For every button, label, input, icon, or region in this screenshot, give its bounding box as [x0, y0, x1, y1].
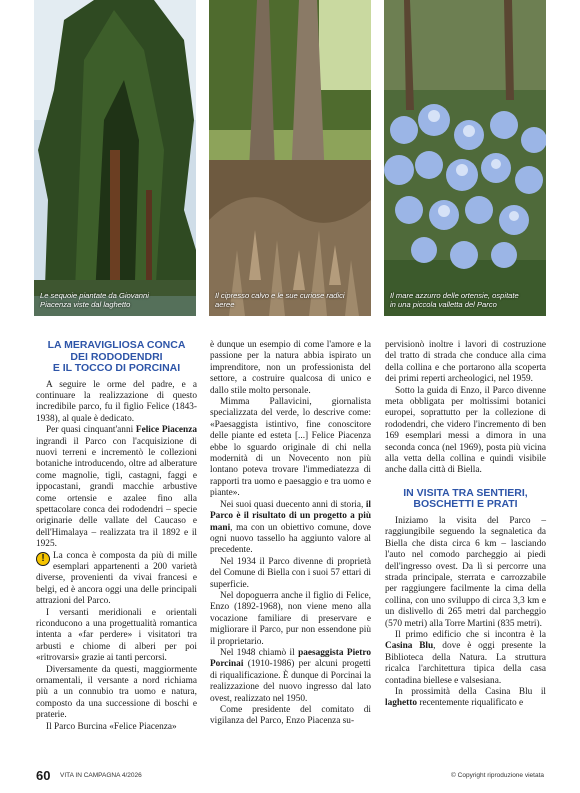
- paragraph: Sotto la guida di Enzo, il Parco divenne meta obbligata per moltissimi botanici europei, soprattutto per la collezione di rododendri, che videro l'incremento di ben 169 esemplari messi a dimora in una seconda conca (nel 1969), posta più vicina alla vetta della collina e quindi visibile anche dalla città di Biella.: [385, 385, 546, 476]
- paragraph: Diversamente da questi, maggiormente ornamentali, il versante a nord richiama più a un connubio tra uomo e natura, composto da una successione di boschi e praterie.: [36, 664, 197, 721]
- text-column-2: [210, 340, 371, 728]
- paragraph: Il primo edificio che si incontra è la Casina Blu, dove è oggi presente la Biblioteca della Natura. La struttura ricalca l'architettura tipica della casa contadina biellese e valsesiana.: [385, 629, 546, 686]
- photo-caption: Il mare azzurro delle ortensie, ospitate in una piccola valletta del Parco: [390, 290, 519, 310]
- paragraph: I versanti meridionali e orientali riconducono a una progettualità romantica intenta a «far perdere» i visitatori tra arbusti e chiome di alberi per poi «ritrovarsi» grazie ai tanti percorsi.: [36, 607, 197, 664]
- cypress-image: [209, 0, 371, 316]
- paragraph: è dunque un esempio di come l'amore e la passione per la natura abbia ispirato un imprenditore, non un professionista del settore, a costruire qualcosa di unico e dallo stile molto personale.: [210, 340, 371, 396]
- photo-caption: Le sequoie piantate da Giovanni Piacenza viste dal laghetto: [40, 290, 149, 310]
- photo-bald-cypress: [209, 0, 371, 316]
- page-footer: [36, 768, 544, 782]
- text-column-1: [36, 340, 197, 733]
- sequoia-image: [34, 0, 196, 316]
- warning-icon: !: [36, 552, 50, 566]
- paragraph: Nel 1934 il Parco divenne di proprietà del Comune di Biella con i suoi 57 ettari di superficie.: [210, 556, 371, 590]
- paragraph: Come presidente del comitato di vigilanza del Parco, Enzo Piacenza su-: [210, 705, 371, 727]
- paragraph: pervisionò inoltre i lavori di costruzione del tratto di strada che conduce alla cima della collina e che portarono alla scoperta dei primi reperti archeologici, nel 1959.: [385, 340, 546, 385]
- paragraph: Nel dopoguerra anche il figlio di Felice, Enzo (1892-1968), non viene meno alla vocazione familiare di preservare e migliorare il Parco, pur non essendone più il proprietario.: [210, 590, 371, 647]
- paragraph: Il Parco Burcina «Felice Piacenza»: [46, 721, 177, 732]
- photo-hydrangeas: [384, 0, 546, 316]
- paragraph: Nel 1948 chiamò il paesaggista Pietro Porcinai (1910-1986) per alcuni progetti di riqualificazione. È dunque di Porcinai la realizzazione del nuovo ingresso dal lato ovest, realizzato nel 1950.: [210, 647, 371, 704]
- text-column-3: [385, 340, 546, 710]
- section-heading-visit: IN VISITA TRA SENTIERI, BOSCHETTI E PRATI: [403, 486, 528, 511]
- hydrangea-image: [384, 0, 546, 316]
- copyright-notice: © Copyright riproduzione vietata: [451, 772, 544, 779]
- paragraph: A seguire le orme del padre, e a continuare la realizzazione di questo incredibile parco, fu il figlio Felice (1843-1938), al quale è dedicato.: [36, 379, 197, 424]
- paragraph: Mimma Pallavicini, giornalista specializzata del verde, lo descrive come: «Paesaggista istintivo, fine conoscitore delle piante ed esteta [...] Felice Piacenza ebbe lo sguardo originale di chi nella modernità di un Novecento non più lontano poteva trovare l'immediatezza di rapporti tra uomo e paesaggio e tra uomo e piante».: [210, 397, 371, 499]
- paragraph: ! La conca è composta da più di mille esemplari appartenenti a 200 varietà diverse, provenienti da vivai francesi e belgi, ed è ancora oggi una delle principali attrazioni del Parco.: [36, 550, 197, 607]
- page-number: 60: [36, 768, 51, 783]
- magazine-issue: VITA IN CAMPAGNA 4/2026: [60, 772, 142, 779]
- section-heading-rhododendrons: LA MERAVIGLIOSA CONCA DEI RODODENDRI E IL TOCCO DI PORCINAI: [47, 339, 186, 374]
- photo-sequoias: [34, 0, 196, 316]
- paragraph: Iniziamo la visita del Parco – raggiungibile seguendo la segnaletica da Biella che dista circa 6 km – lasciando l'auto nel comodo parcheggio ai piedi dell'ingresso ovest. Da lì si percorre una strada principale, sterrata e carrozzabile per raggiungere facilmente la cima della collina, con uno sviluppo di circa 3,3 km e un dislivello di 265 metri dal parcheggio (570 metri) alla Torre Martini (835 metri).: [385, 515, 546, 629]
- paragraph: In prossimità della Casina Blu il laghetto recentemente riqualificato e: [385, 686, 546, 709]
- photo-caption: Il cipresso calvo e le sue curiose radici aeree: [215, 290, 345, 310]
- paragraph: Nei suoi quasi duecento anni di storia, il Parco è il risultato di un progetto a più mani, ma con un obiettivo comune, dove ogni nuovo tassello ha aggiunto valore al precedente.: [210, 499, 371, 556]
- paragraph: Per quasi cinquant'anni Felice Piacenza ingrandì il Parco con l'acquisizione di nuovi terreni e incrementò le collezioni botaniche introducendo, oltre ad alberature come magnolie, tigli, castagni, faggi e ippocastani, grandi macchie arbustive come ortensie e azalee fino alla spettacolare conca dei rododendri – specie originarie delle vallate del Caucaso e dell'Himalaya – realizzata tra il 1892 e il 1925.: [36, 425, 197, 550]
